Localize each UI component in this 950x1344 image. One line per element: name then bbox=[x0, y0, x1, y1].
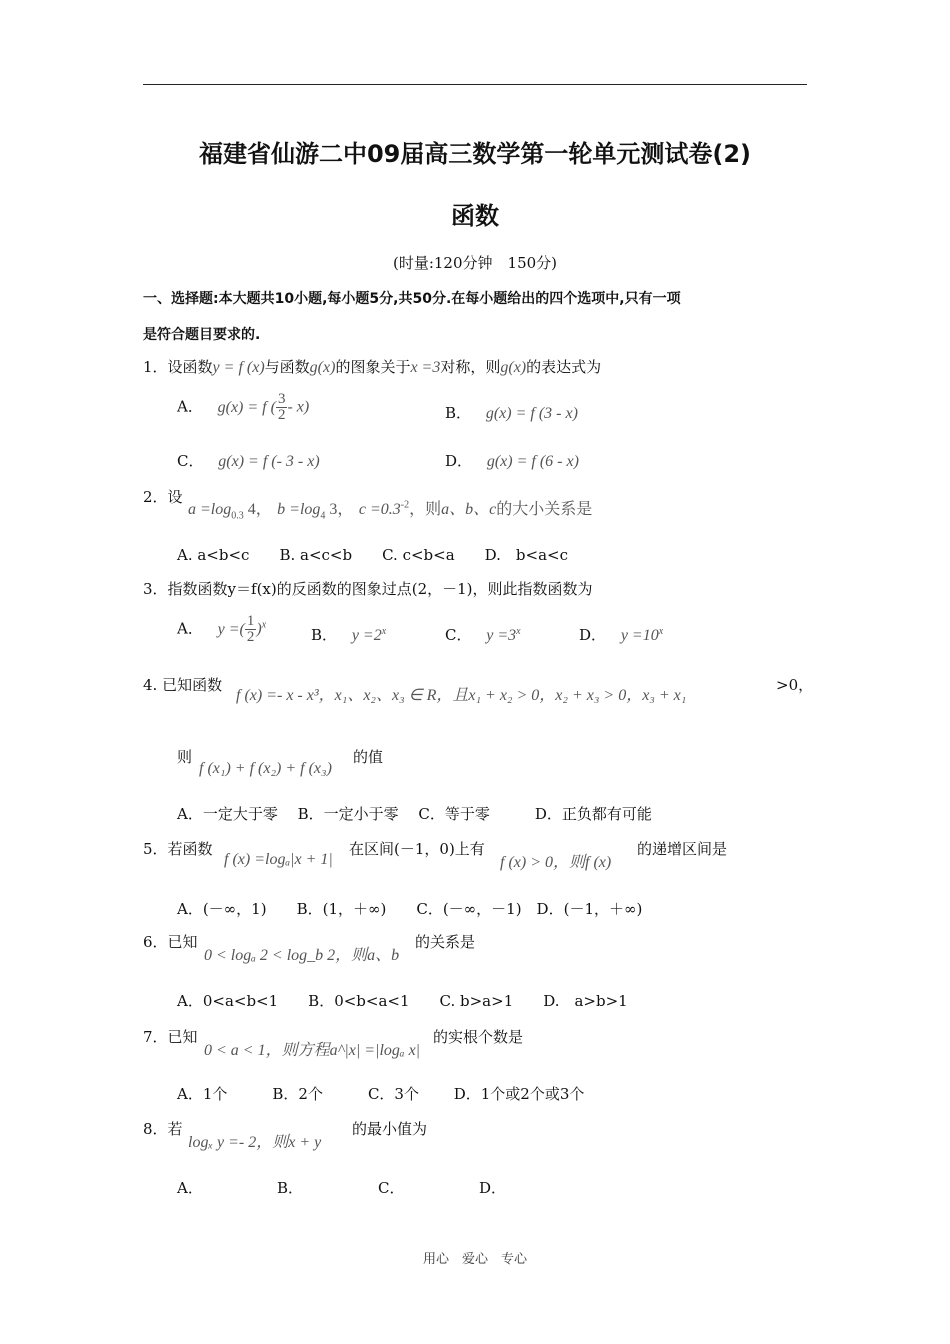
q3-option-b-label: B． bbox=[311, 626, 338, 644]
q2-stem-a: 2．设 bbox=[143, 488, 183, 506]
q1-option-a-post: - x) bbox=[287, 398, 310, 416]
page-title: 福建省仙游二中09届高三数学第一轮单元测试卷(2) bbox=[198, 140, 752, 168]
q2-math-b: b =log bbox=[277, 501, 321, 518]
section-instructions-line2: 是符合题目要求的. bbox=[143, 327, 261, 343]
q4-stem-end: >0， bbox=[776, 676, 814, 694]
q3-option-d bbox=[579, 624, 663, 645]
q5-stem-b: 在区间(－1，0)上有 bbox=[349, 840, 485, 858]
q3-option-a-fraction bbox=[245, 614, 257, 645]
q6-stem-a: 6．已知 bbox=[143, 933, 198, 951]
q8-stem-b: 的最小值为 bbox=[352, 1120, 428, 1138]
q8-option-a: A． bbox=[177, 1179, 203, 1197]
q7-stem-a: 7．已知 bbox=[143, 1028, 198, 1046]
q2-math-a: a =log bbox=[188, 501, 232, 518]
q3-option-a-denominator: 2 bbox=[246, 629, 255, 645]
q1-stem-d: 对称，则 bbox=[440, 358, 501, 376]
q4-math-1: f (x) =- x - x³，x₁、x₂、x₃ ∈ R，且x₁ + x₂ > 0，x₂ + x₃ > 0，x₃ + x₁ bbox=[236, 687, 687, 704]
q4-math-2-wrap bbox=[199, 758, 332, 778]
q8-option-c: C． bbox=[378, 1179, 405, 1197]
q1-option-a bbox=[177, 392, 309, 423]
q1-option-d-label: D． bbox=[445, 452, 473, 470]
q6-stem-b: 的关系是 bbox=[415, 933, 476, 951]
q1-option-a-numerator: 3 bbox=[277, 391, 286, 407]
q5-math-1: f (x) =logₐ|x + 1| bbox=[224, 851, 333, 868]
q4-line2-a: 则 bbox=[177, 748, 193, 766]
q3-option-b-math: y =2 bbox=[351, 627, 382, 644]
q8-stem-a: 8．若 bbox=[143, 1120, 183, 1138]
q1-option-c-math: g(x) = f (- 3 - x) bbox=[218, 453, 320, 470]
exam-meta: (时量:120分钟 150分) bbox=[392, 254, 558, 272]
q2-math-c-exponent: -2 bbox=[400, 499, 410, 511]
header-rule bbox=[143, 84, 807, 85]
q2-math-d: a、b、c bbox=[441, 501, 497, 518]
q8-option-d: D． bbox=[479, 1179, 507, 1197]
q8-math-1: logₓ y =- 2，则x + y bbox=[188, 1134, 322, 1151]
q1-math-3: x =3 bbox=[410, 359, 441, 376]
q2-math-b-base: 4 bbox=[320, 510, 326, 522]
q1-stem-a: 1．设函数 bbox=[143, 358, 213, 376]
q3-option-a-label: A． bbox=[177, 619, 203, 638]
q3-option-d-math: y =10 bbox=[620, 627, 659, 644]
q4-math-2: f (x₁) + f (x₂) + f (x₃) bbox=[199, 760, 332, 777]
q3-option-c-label: C． bbox=[445, 626, 472, 644]
q6-math-1: 0 < logₐ 2 < log_b 2，则a、b bbox=[204, 947, 400, 964]
q4-line2-b: 的值 bbox=[353, 748, 384, 766]
page-subtitle: 函数 bbox=[451, 202, 499, 230]
q7-math-1: 0 < a < 1，则方程a^|x| =|logₐ x| bbox=[204, 1042, 421, 1059]
q6-options: A．0<a<b<1 B．0<b<a<1 C. b>a>1 D. a>b>1 bbox=[177, 992, 628, 1010]
page-footer: 用心 爱心 专心 bbox=[422, 1252, 527, 1267]
question-3-stem: 3．指数函数y＝f(x)的反函数的图象过点(2，－1)，则此指数函数为 bbox=[143, 580, 593, 598]
q1-math-2: g(x) bbox=[309, 359, 336, 376]
q7-stem-b: 的实根个数是 bbox=[433, 1028, 524, 1046]
q1-option-b-math: g(x) = f (3 - x) bbox=[485, 405, 578, 422]
q1-option-a-fraction bbox=[276, 392, 288, 423]
question-1-stem bbox=[143, 356, 601, 377]
q5-math-1-wrap bbox=[224, 849, 333, 869]
q2-stem-b: 的大小关系是 bbox=[496, 501, 593, 518]
q2-math-line bbox=[188, 496, 592, 521]
q7-options: A．1个 B．2个 C．3个 D．1个或2个或3个 bbox=[177, 1085, 585, 1103]
q3-option-a-exponent: x bbox=[261, 619, 267, 631]
q5-options: A．(－∞，1) B．(1，＋∞) C．(－∞，－1) D．(－1，＋∞) bbox=[177, 900, 643, 918]
q3-option-c bbox=[445, 624, 521, 645]
q3-option-c-exponent: x bbox=[516, 626, 521, 637]
q5-math-2-wrap bbox=[500, 849, 611, 872]
q1-option-c-label: C． bbox=[177, 452, 204, 470]
question-7-stem bbox=[143, 1026, 198, 1047]
q1-option-a-pre: g(x) = f ( bbox=[217, 398, 276, 416]
q3-option-a-pre: y =( bbox=[217, 620, 245, 638]
q1-option-b bbox=[445, 402, 578, 423]
q3-option-c-math: y =3 bbox=[486, 627, 517, 644]
question-8-stem bbox=[143, 1118, 183, 1139]
q3-option-b bbox=[311, 624, 386, 645]
section-instructions-line1: 一、选择题:本大题共10小题,每小题5分,共50分.在每小题给出的四个选项中,只有一项 bbox=[143, 291, 681, 307]
q1-math-4: g(x) bbox=[500, 359, 527, 376]
q2-math-a-tail: 4， bbox=[243, 501, 272, 518]
q3-option-a bbox=[177, 614, 266, 645]
q1-option-d bbox=[445, 450, 579, 471]
question-4-stem bbox=[143, 674, 222, 695]
q3-option-d-exponent: x bbox=[658, 626, 664, 637]
q1-math-1: y = f (x) bbox=[212, 359, 265, 376]
q7-math-wrap bbox=[204, 1037, 420, 1060]
q1-option-a-denominator: 2 bbox=[277, 407, 286, 423]
q4-math-line bbox=[236, 682, 686, 705]
question-6-stem bbox=[143, 931, 198, 952]
q2-math-c-tail: ，则 bbox=[409, 501, 442, 518]
q2-math-b-tail: 3， bbox=[325, 501, 354, 518]
q2-options: A. a<b<c B. a<c<b C. c<b<a D. b<a<c bbox=[177, 546, 568, 564]
q5-stem-c: 的递增区间是 bbox=[637, 840, 728, 858]
q8-math-wrap bbox=[188, 1129, 321, 1152]
question-5-stem bbox=[143, 838, 213, 859]
q3-option-a-post: ) bbox=[256, 620, 262, 638]
q1-stem-c: 的图象关于 bbox=[335, 358, 411, 376]
q3-option-b-exponent: x bbox=[381, 626, 387, 637]
q6-math-wrap bbox=[204, 942, 399, 965]
q2-math-a-base: 0.3 bbox=[231, 510, 244, 522]
q1-stem-b: 与函数 bbox=[264, 358, 310, 376]
q1-option-a-label: A． bbox=[177, 397, 203, 416]
q8-option-b: B． bbox=[277, 1179, 304, 1197]
q3-option-a-numerator: 1 bbox=[246, 613, 255, 629]
q4-stem-a: 4. 已知函数 bbox=[143, 676, 223, 694]
q5-math-2: f (x) > 0，则f (x) bbox=[500, 854, 612, 871]
q1-option-c bbox=[177, 450, 320, 471]
q3-option-d-label: D． bbox=[579, 626, 607, 644]
q1-option-d-math: g(x) = f (6 - x) bbox=[486, 453, 579, 470]
q1-stem-e: 的表达式为 bbox=[526, 358, 602, 376]
q1-option-b-label: B． bbox=[445, 404, 472, 422]
q4-options: A．一定大于零 B．一定小于零 C．等于零 D．正负都有可能 bbox=[177, 805, 652, 823]
q2-math-c: c =0.3 bbox=[358, 501, 401, 518]
question-2-stem bbox=[143, 486, 183, 507]
q5-stem-a: 5．若函数 bbox=[143, 840, 213, 858]
